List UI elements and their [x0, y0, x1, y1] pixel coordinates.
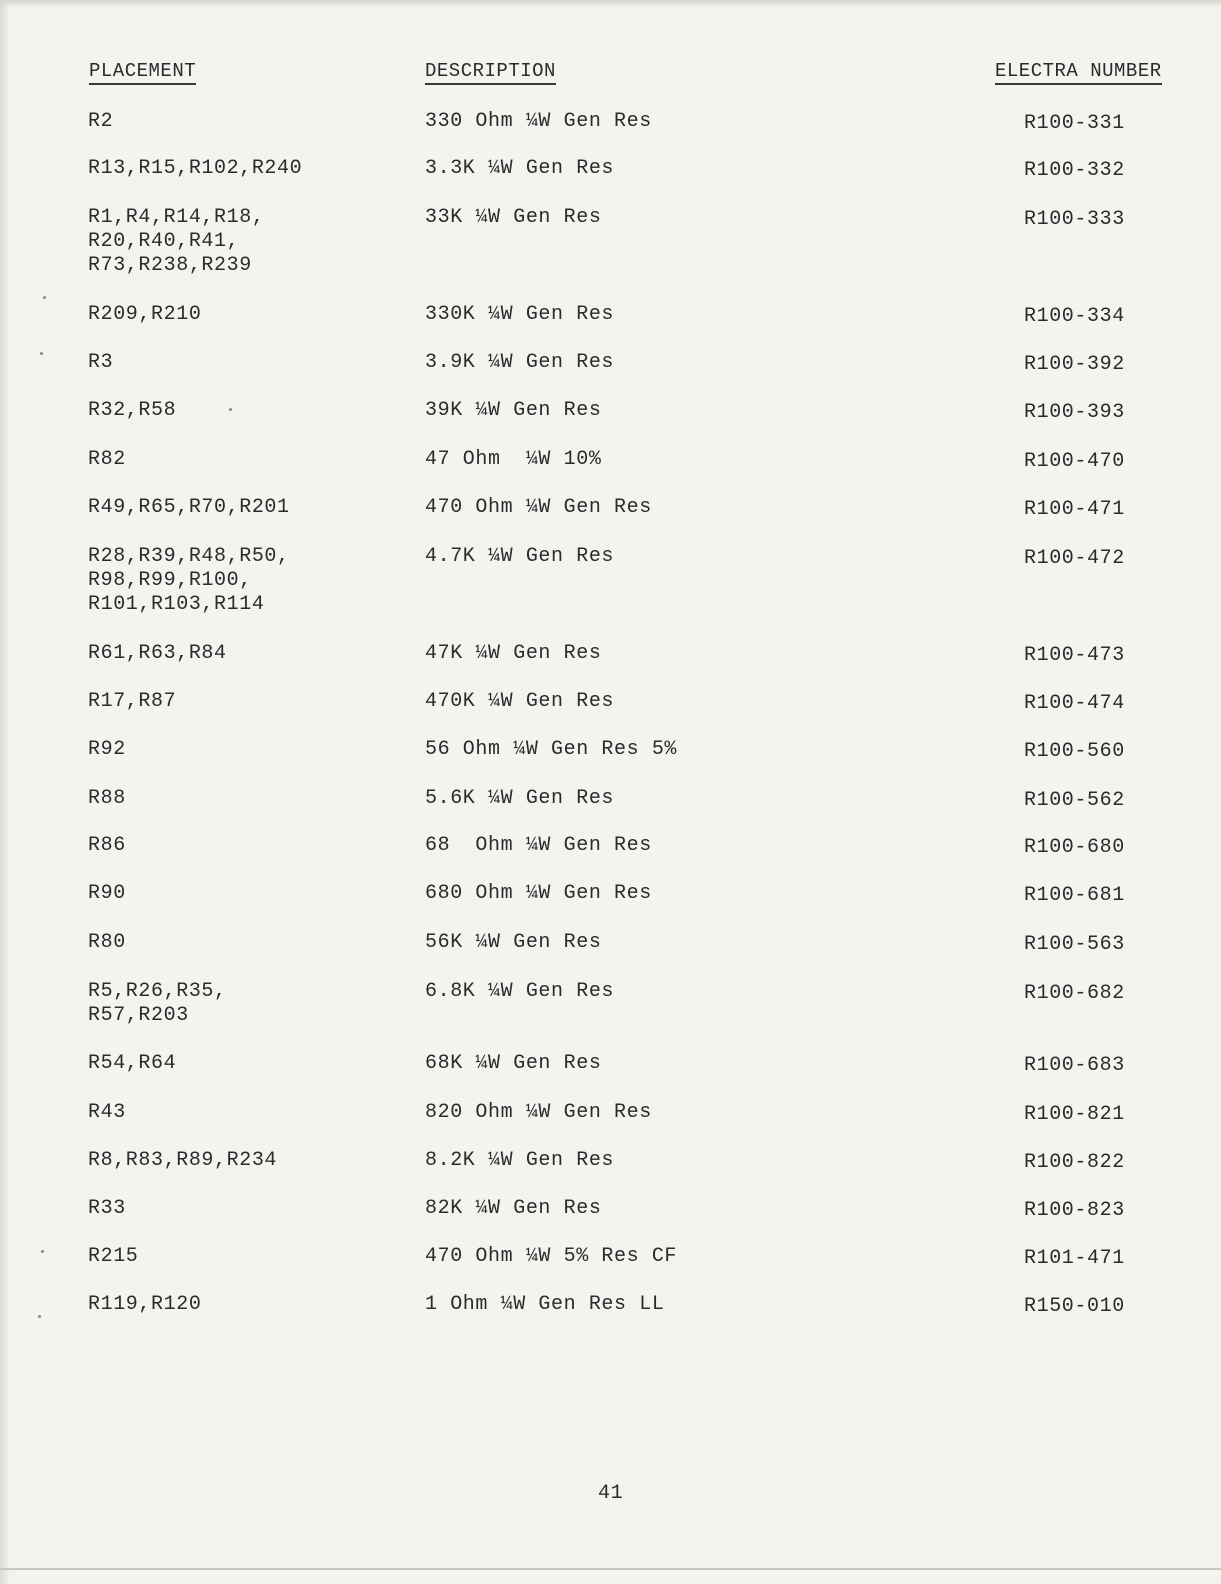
electra-number-cell: R100-393: [1024, 401, 1125, 424]
placement-cell: R119,R120: [88, 1293, 202, 1316]
description-cell: 68 Ohm ¼W Gen Res: [425, 834, 652, 857]
electra-number-cell: R100-470: [1024, 450, 1125, 473]
placement-cell: R8,R83,R89,R234: [88, 1149, 278, 1172]
electra-number-cell: R100-821: [1024, 1103, 1125, 1126]
description-cell: 3.3K ¼W Gen Res: [425, 157, 615, 180]
description-cell: 470K ¼W Gen Res: [425, 690, 615, 713]
description-cell: 68K ¼W Gen Res: [425, 1052, 602, 1075]
scan-speck: [229, 408, 232, 411]
electra-number-cell: R100-474: [1024, 692, 1125, 715]
placement-cell: R92: [88, 738, 126, 761]
electra-number-cell: R100-560: [1024, 740, 1125, 763]
description-cell: 82K ¼W Gen Res: [425, 1197, 602, 1220]
placement-cell: R5,R26,R35, R57,R203: [88, 980, 227, 1027]
description-cell: 820 Ohm ¼W Gen Res: [425, 1101, 652, 1124]
electra-number-cell: R100-334: [1024, 305, 1125, 328]
description-cell: 680 Ohm ¼W Gen Res: [425, 882, 652, 905]
placement-cell: R90: [88, 882, 126, 905]
placement-cell: R215: [88, 1245, 139, 1268]
placement-cell: R17,R87: [88, 690, 177, 713]
description-cell: 4.7K ¼W Gen Res: [425, 545, 615, 568]
electra-number-cell: R100-823: [1024, 1199, 1125, 1222]
placement-cell: R43: [88, 1101, 126, 1124]
placement-cell: R1,R4,R14,R18, R20,R40,R41, R73,R238,R239: [88, 206, 265, 277]
placement-cell: R88: [88, 787, 126, 810]
placement-cell: R61,R63,R84: [88, 642, 227, 665]
description-cell: 56 Ohm ¼W Gen Res 5%: [425, 738, 678, 761]
electra-number-cell: R100-392: [1024, 353, 1125, 376]
electra-number-cell: R100-332: [1024, 159, 1125, 182]
description-cell: 33K ¼W Gen Res: [425, 206, 602, 229]
electra-number-cell: R100-331: [1024, 112, 1125, 135]
description-cell: 56K ¼W Gen Res: [425, 931, 602, 954]
page-edge-left: [0, 0, 10, 1584]
electra-number-cell: R100-471: [1024, 498, 1125, 521]
column-header-placement: PLACEMENT: [89, 60, 196, 85]
electra-number-cell: R100-472: [1024, 547, 1125, 570]
placement-cell: R3: [88, 351, 114, 374]
page-edge-top: [0, 0, 1221, 8]
description-cell: 8.2K ¼W Gen Res: [425, 1149, 615, 1172]
description-cell: 47 Ohm ¼W 10%: [425, 448, 602, 471]
electra-number-cell: R100-681: [1024, 884, 1125, 907]
description-cell: 330K ¼W Gen Res: [425, 303, 615, 326]
placement-cell: R28,R39,R48,R50, R98,R99,R100, R101,R103,R114: [88, 545, 290, 616]
scan-speck: [41, 1250, 44, 1253]
page-edge-bottom: [0, 1568, 1221, 1570]
description-cell: 1 Ohm ¼W Gen Res LL: [425, 1293, 665, 1316]
electra-number-cell: R100-680: [1024, 836, 1125, 859]
electra-number-cell: R100-562: [1024, 789, 1125, 812]
column-header-description: DESCRIPTION: [425, 60, 556, 85]
description-cell: 3.9K ¼W Gen Res: [425, 351, 615, 374]
electra-number-cell: R100-333: [1024, 208, 1125, 231]
description-cell: 39K ¼W Gen Res: [425, 399, 602, 422]
electra-number-cell: R100-682: [1024, 982, 1125, 1005]
scan-speck: [40, 352, 43, 355]
scan-speck: [38, 1315, 41, 1318]
placement-cell: R86: [88, 834, 126, 857]
electra-number-cell: R100-822: [1024, 1151, 1125, 1174]
placement-cell: R82: [88, 448, 126, 471]
placement-cell: R80: [88, 931, 126, 954]
page-number: 41: [598, 1482, 624, 1505]
electra-number-cell: R100-473: [1024, 644, 1125, 667]
electra-number-cell: R101-471: [1024, 1247, 1125, 1270]
placement-cell: R32,R58: [88, 399, 177, 422]
description-cell: 470 Ohm ¼W Gen Res: [425, 496, 652, 519]
placement-cell: R49,R65,R70,R201: [88, 496, 290, 519]
placement-cell: R209,R210: [88, 303, 202, 326]
placement-cell: R2: [88, 110, 114, 133]
description-cell: 6.8K ¼W Gen Res: [425, 980, 615, 1003]
electra-number-cell: R100-563: [1024, 933, 1125, 956]
description-cell: 47K ¼W Gen Res: [425, 642, 602, 665]
electra-number-cell: R100-683: [1024, 1054, 1125, 1077]
electra-number-cell: R150-010: [1024, 1295, 1125, 1318]
scan-speck: [43, 296, 46, 299]
description-cell: 470 Ohm ¼W 5% Res CF: [425, 1245, 678, 1268]
placement-cell: R54,R64: [88, 1052, 177, 1075]
description-cell: 330 Ohm ¼W Gen Res: [425, 110, 652, 133]
placement-cell: R33: [88, 1197, 126, 1220]
column-header-electra-number: ELECTRA NUMBER: [995, 60, 1162, 85]
description-cell: 5.6K ¼W Gen Res: [425, 787, 615, 810]
placement-cell: R13,R15,R102,R240: [88, 157, 303, 180]
